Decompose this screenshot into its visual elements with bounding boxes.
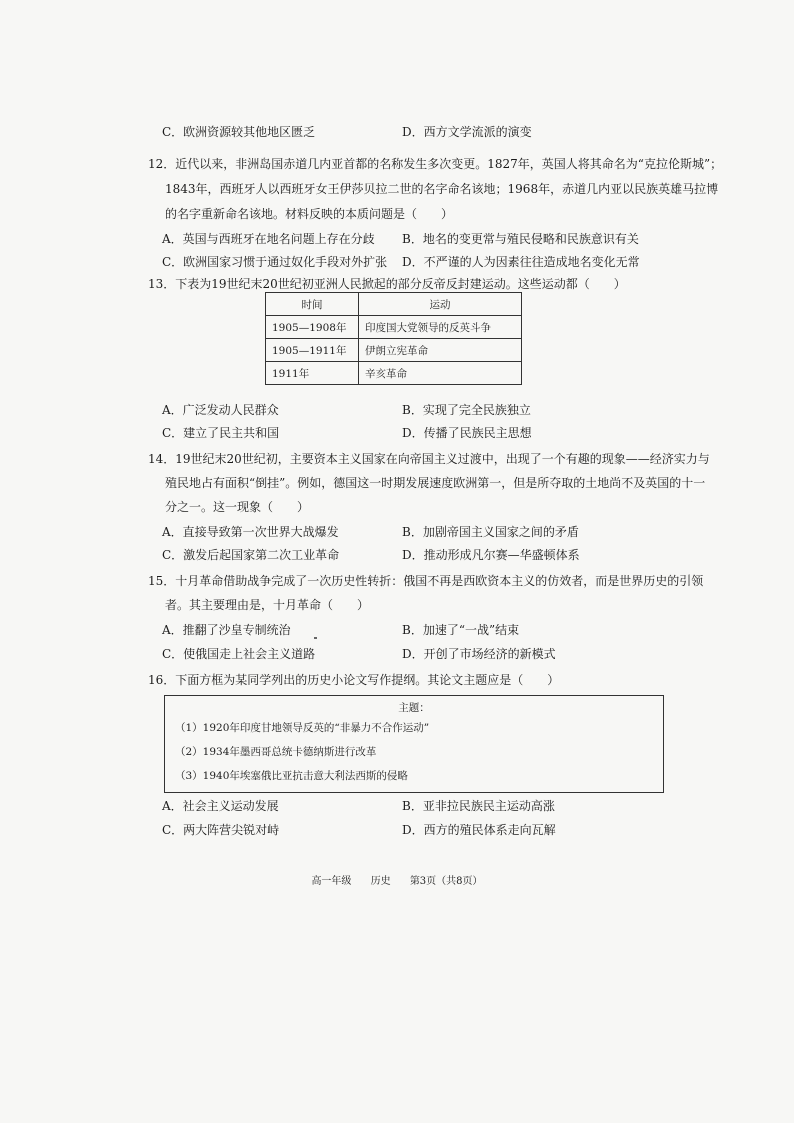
table-cell: 1905—1908年: [266, 316, 359, 339]
q15-line-2: 者。其主要理由是，十月革命（ ）: [165, 598, 370, 612]
q12-line-3: 的名字重新命名该地。材料反映的本质问题是（ ）: [165, 207, 454, 221]
q12-line-2: 1843年，西班牙人以西班牙女王伊莎贝拉二世的名字命名该地；1968年，赤道几内亚以民族英雄马拉博: [165, 182, 719, 196]
q12-option-c: C．欧洲国家习惯于通过奴化手段对外扩张: [162, 255, 388, 269]
q13-stem: 13．下表为19世纪末20世纪初亚洲人民掀起的部分反帝反封建运动。这些运动都（ ）: [148, 277, 626, 291]
q12-option-d: D．不严谨的人为因素往往造成地名变化无常: [402, 255, 640, 269]
table-cell: 1905—1911年: [266, 339, 359, 362]
q14-option-d: D．推动形成凡尔赛—华盛顿体系: [402, 548, 580, 562]
q14-line-3: 分之一。这一现象（ ）: [165, 500, 310, 514]
q15-option-b: B．加速了“一战”结束: [402, 623, 520, 637]
outline-item: （2）1934年墨西哥总统卡德纳斯进行改革: [175, 746, 377, 758]
q16-option-a: A．社会主义运动发展: [162, 799, 279, 813]
q15-option-c: C．使俄国走上社会主义道路: [162, 647, 316, 661]
q16-outline-box: [164, 695, 664, 793]
q14-line-1: 14．19世纪末20世纪初，主要资本主义国家在向帝国主义过渡中，出现了一个有趣的现象——经济实力与: [148, 452, 710, 466]
speck-mark: [314, 637, 317, 639]
table-row: [266, 339, 522, 362]
outline-title: 主题：: [398, 702, 430, 714]
q15-line-1: 15．十月革命借助战争完成了一次历史性转折：俄国不再是西欧资本主义的仿效者，而是世界历史的引领: [148, 574, 704, 588]
q16-option-d: D．西方的殖民体系走向瓦解: [402, 823, 556, 837]
q16-stem: 16．下面方框为某同学列出的历史小论文写作提纲。其论文主题应是（ ）: [148, 673, 560, 687]
q13-option-c: C．建立了民主共和国: [162, 426, 280, 440]
q14-option-b: B．加剧帝国主义国家之间的矛盾: [402, 525, 579, 539]
prev-option-d: D．西方文学流派的演变: [402, 125, 532, 139]
table-cell: 辛亥革命: [359, 362, 522, 385]
q13-table: [265, 292, 522, 385]
outline-item: （1）1920年印度甘地领导反英的“非暴力不合作运动”: [175, 722, 430, 734]
table-cell: 印度国大党领导的反英斗争: [359, 316, 522, 339]
table-cell: 1911年: [266, 362, 359, 385]
q12-line-1: 12．近代以来，非洲岛国赤道几内亚首都的名称发生多次变更。1827年，英国人将其命名为“克拉伦斯城”；: [148, 157, 723, 171]
q13-option-d: D．传播了民族民主思想: [402, 426, 532, 440]
table-header-time: 时间: [266, 293, 359, 316]
footer-grade: 高一年级: [311, 876, 352, 887]
table-row: [266, 316, 522, 339]
table-header-movement: 运动: [359, 293, 522, 316]
prev-option-c: C．欧洲资源较其他地区匮乏: [162, 125, 316, 139]
q16-option-b: B．亚非拉民族民主运动高涨: [402, 799, 555, 813]
q16-option-c: C．两大阵营尖锐对峙: [162, 823, 280, 837]
q15-option-d: D．开创了市场经济的新模式: [402, 647, 556, 661]
q14-option-c: C．激发后起国家第二次工业革命: [162, 548, 340, 562]
q14-option-a: A．直接导致第一次世界大战爆发: [162, 525, 339, 539]
q15-option-a: A．推翻了沙皇专制统治: [162, 623, 291, 637]
outline-item: （3）1940年埃塞俄比亚抗击意大利法西斯的侵略: [175, 770, 408, 782]
table-cell: 伊朗立宪革命: [359, 339, 522, 362]
q12-option-a: A．英国与西班牙在地名问题上存在分歧: [162, 232, 375, 246]
q12-option-b: B．地名的变更常与殖民侵略和民族意识有关: [402, 232, 639, 246]
footer-page-number: 第3页（共8页）: [409, 876, 483, 887]
table-row: [266, 362, 522, 385]
page-footer: [0, 872, 794, 887]
q14-line-2: 殖民地占有面积“倒挂”。例如，德国这一时期发展速度欧洲第一，但是所夺取的土地尚不及英国的十一: [165, 476, 706, 490]
q13-option-b: B．实现了完全民族独立: [402, 403, 531, 417]
q13-option-a: A．广泛发动人民群众: [162, 403, 279, 417]
footer-subject: 历史: [370, 876, 391, 887]
table-header-row: [266, 293, 522, 316]
